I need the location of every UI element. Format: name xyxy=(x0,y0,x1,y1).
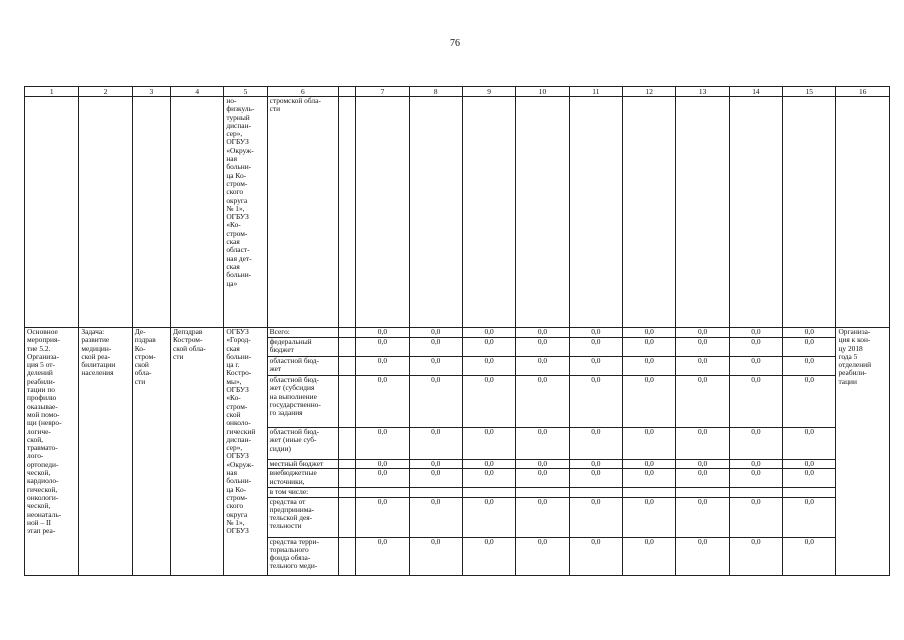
value-cell xyxy=(676,488,729,497)
value-cell: 0,0 xyxy=(409,357,462,376)
value-cell: 0,0 xyxy=(783,376,836,428)
value-cell xyxy=(409,488,462,497)
value-cell: 0,0 xyxy=(676,338,729,357)
measure-row xyxy=(25,328,890,338)
value-cell: 0,0 xyxy=(462,376,515,428)
cont-col5: но- физкуль- турный диспан- сер», ОГБУЗ «Окруж- ная больни- ца Ко- стром- ского округа № 1», ОГБУЗ «Ко- стром- ская област- ная дет- ская больни- ца» xyxy=(224,97,267,328)
value-cell: 0,0 xyxy=(356,357,409,376)
value-cell: 0,0 xyxy=(569,376,622,428)
cont-col6: стромской обла- сти xyxy=(267,97,338,328)
value-cell: 0,0 xyxy=(676,376,729,428)
value-cell: 0,0 xyxy=(623,497,676,537)
value-cell: 0,0 xyxy=(356,428,409,460)
continuation-row xyxy=(25,97,890,328)
blank-cell xyxy=(339,328,356,338)
blank-cell xyxy=(339,488,356,497)
header-col-17: 16 xyxy=(836,87,890,97)
value-cell: 0,0 xyxy=(623,469,676,488)
header-row xyxy=(25,87,890,97)
value-cell: 0,0 xyxy=(516,537,569,575)
value-cell: 0,0 xyxy=(623,537,676,575)
value-cell: 0,0 xyxy=(409,537,462,575)
funding-source: средства терри- ториального фонда обяза- тельного меди- xyxy=(267,537,338,575)
value-cell: 0,0 xyxy=(569,338,622,357)
value-cell xyxy=(623,488,676,497)
blank-cell xyxy=(339,497,356,537)
header-col-7 xyxy=(339,87,356,97)
header-col-16: 15 xyxy=(783,87,836,97)
value-cell: 0,0 xyxy=(409,376,462,428)
value-cell: 0,0 xyxy=(356,460,409,469)
value-cell: 0,0 xyxy=(462,428,515,460)
value-cell xyxy=(729,488,782,497)
value-cell: 0,0 xyxy=(676,537,729,575)
value-cell: 0,0 xyxy=(462,338,515,357)
value-cell: 0,0 xyxy=(516,428,569,460)
value-cell: 0,0 xyxy=(569,428,622,460)
value-cell: 0,0 xyxy=(729,537,782,575)
value-cell: 0,0 xyxy=(356,328,409,338)
value-cell: 0,0 xyxy=(729,357,782,376)
value-cell: 0,0 xyxy=(623,328,676,338)
value-cell: 0,0 xyxy=(462,328,515,338)
coordinator: Де- пздрав Ко- стром- ской обла- сти xyxy=(132,328,170,576)
value-cell: 0,0 xyxy=(462,357,515,376)
blank-cell xyxy=(339,428,356,460)
value-cell: 0,0 xyxy=(516,338,569,357)
value-cell: 0,0 xyxy=(516,469,569,488)
value-cell: 0,0 xyxy=(783,328,836,338)
header-col-13: 12 xyxy=(623,87,676,97)
value-cell: 0,0 xyxy=(409,460,462,469)
value-cell: 0,0 xyxy=(409,469,462,488)
value-cell xyxy=(462,488,515,497)
header-col-3: 3 xyxy=(132,87,170,97)
value-cell: 0,0 xyxy=(569,357,622,376)
funding-source: местный бюджет xyxy=(267,460,338,469)
task: Задача: развитие медицин- ской реа- билитации населения xyxy=(79,328,132,576)
value-cell: 0,0 xyxy=(516,460,569,469)
header-col-2: 2 xyxy=(79,87,132,97)
value-cell: 0,0 xyxy=(409,338,462,357)
value-cell: 0,0 xyxy=(729,460,782,469)
value-cell: 0,0 xyxy=(729,469,782,488)
value-cell: 0,0 xyxy=(783,338,836,357)
expected-result: Организа- ция к кон- цу 2018 года 5 отделений реабили- тации xyxy=(836,328,890,576)
blank-cell xyxy=(339,338,356,357)
value-cell: 0,0 xyxy=(676,357,729,376)
header-col-9: 8 xyxy=(409,87,462,97)
value-cell: 0,0 xyxy=(676,469,729,488)
value-cell: 0,0 xyxy=(729,428,782,460)
value-cell: 0,0 xyxy=(783,460,836,469)
value-cell: 0,0 xyxy=(569,537,622,575)
value-cell: 0,0 xyxy=(356,338,409,357)
value-cell xyxy=(516,488,569,497)
header-col-12: 11 xyxy=(569,87,622,97)
blank-cell xyxy=(339,460,356,469)
value-cell: 0,0 xyxy=(516,376,569,428)
value-cell: 0,0 xyxy=(729,328,782,338)
funding-source: внебюджетные источники, xyxy=(267,469,338,488)
value-cell: 0,0 xyxy=(462,460,515,469)
value-cell: 0,0 xyxy=(623,460,676,469)
header-col-4: 4 xyxy=(170,87,223,97)
value-cell xyxy=(783,488,836,497)
value-cell: 0,0 xyxy=(409,428,462,460)
funding-source: средства от предпринима- тельской дея- тельности xyxy=(267,497,338,537)
value-cell: 0,0 xyxy=(623,357,676,376)
funding-source: областной бюд- жет (субсидия на выполнение государственно- го задания xyxy=(267,376,338,428)
blank-cell xyxy=(339,376,356,428)
value-cell: 0,0 xyxy=(676,328,729,338)
value-cell xyxy=(569,488,622,497)
header-col-6: 6 xyxy=(267,87,338,97)
budget-table xyxy=(24,86,890,576)
funding-source: Всего: xyxy=(267,328,338,338)
header-col-15: 14 xyxy=(729,87,782,97)
value-cell: 0,0 xyxy=(783,537,836,575)
value-cell: 0,0 xyxy=(516,497,569,537)
value-cell: 0,0 xyxy=(729,376,782,428)
value-cell: 0,0 xyxy=(623,338,676,357)
value-cell xyxy=(356,488,409,497)
participants: ОГБУЗ «Город- ская больни- ца г. Костро- мы», ОГБУЗ «Ко- стром- ской онколо- гический диспан- сер», ОГБУЗ «Окруж- ная больни- ца Ко- стром- ского округа № 1», ОГБУЗ xyxy=(224,328,267,576)
funding-source: федеральный бюджет xyxy=(267,338,338,357)
value-cell: 0,0 xyxy=(783,357,836,376)
value-cell: 0,0 xyxy=(409,497,462,537)
header-col-10: 9 xyxy=(462,87,515,97)
value-cell: 0,0 xyxy=(569,497,622,537)
value-cell: 0,0 xyxy=(356,497,409,537)
value-cell: 0,0 xyxy=(356,537,409,575)
value-cell: 0,0 xyxy=(516,357,569,376)
value-cell: 0,0 xyxy=(783,428,836,460)
value-cell: 0,0 xyxy=(516,328,569,338)
funding-source: в том числе: xyxy=(267,488,338,497)
header-col-8: 7 xyxy=(356,87,409,97)
funding-source: областной бюд- жет (иные суб- сидии) xyxy=(267,428,338,460)
blank-cell xyxy=(339,469,356,488)
blank-cell xyxy=(339,357,356,376)
header-col-5: 5 xyxy=(224,87,267,97)
value-cell: 0,0 xyxy=(409,328,462,338)
header-col-11: 10 xyxy=(516,87,569,97)
value-cell: 0,0 xyxy=(676,460,729,469)
value-cell: 0,0 xyxy=(676,428,729,460)
value-cell: 0,0 xyxy=(356,376,409,428)
value-cell: 0,0 xyxy=(729,338,782,357)
value-cell: 0,0 xyxy=(569,469,622,488)
value-cell: 0,0 xyxy=(623,376,676,428)
value-cell: 0,0 xyxy=(462,497,515,537)
value-cell: 0,0 xyxy=(356,469,409,488)
header-col-1: 1 xyxy=(25,87,79,97)
value-cell: 0,0 xyxy=(729,497,782,537)
value-cell: 0,0 xyxy=(569,460,622,469)
measure-name: Основное мероприя- тие 5.2. Организа- ция 5 от- делений реабили- тации по профилю оказывае- мой помо- щи (невро- логиче- ской, травмато- лого- ортопеди- ческой, кардиоло- гической, онкологи- ческой, неонаталь- ной – II этап реа- xyxy=(25,328,79,576)
value-cell: 0,0 xyxy=(569,328,622,338)
value-cell: 0,0 xyxy=(783,497,836,537)
value-cell: 0,0 xyxy=(676,497,729,537)
value-cell: 0,0 xyxy=(783,469,836,488)
value-cell: 0,0 xyxy=(462,537,515,575)
value-cell: 0,0 xyxy=(462,469,515,488)
funding-source: областной бюд- жет xyxy=(267,357,338,376)
value-cell: 0,0 xyxy=(623,428,676,460)
blank-cell xyxy=(339,537,356,575)
page-number: 76 xyxy=(450,38,460,49)
executor: Депздрав Костром- ской обла- сти xyxy=(170,328,223,576)
header-col-14: 13 xyxy=(676,87,729,97)
